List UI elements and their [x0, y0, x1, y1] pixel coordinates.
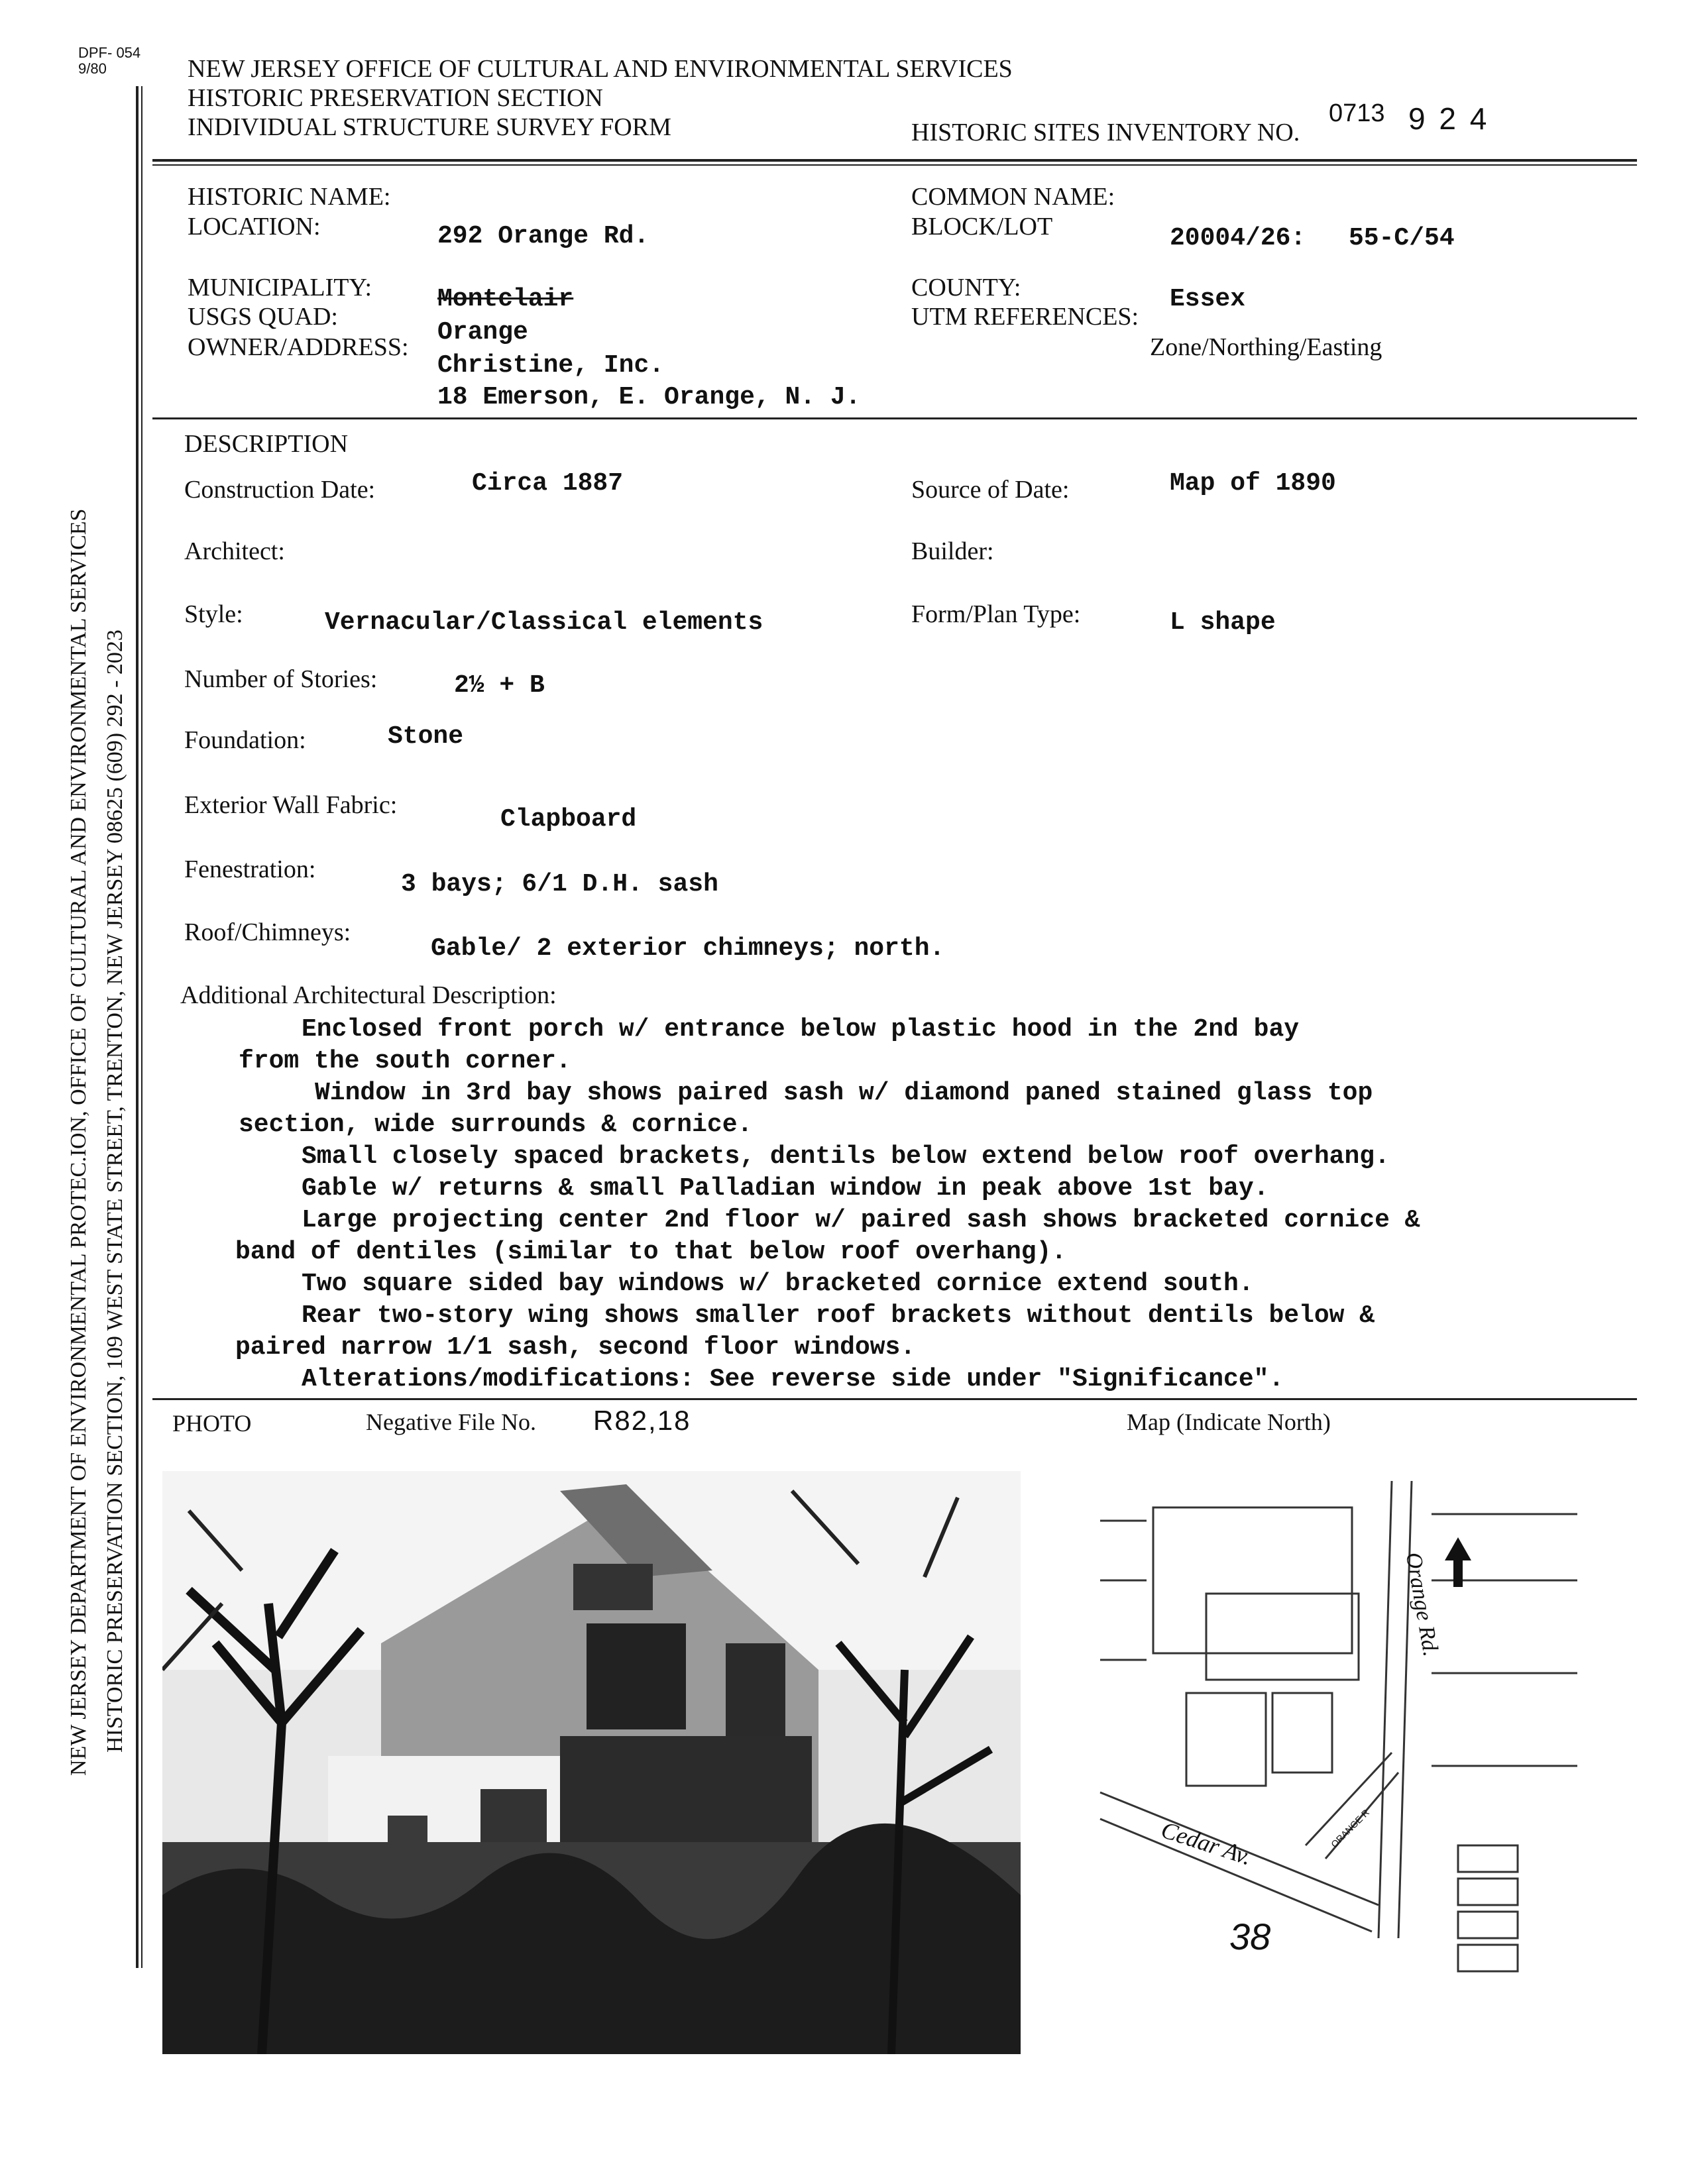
- block-lot-label: BLOCK/LOT: [911, 213, 1053, 241]
- agency-title: NEW JERSEY OFFICE OF CULTURAL AND ENVIRONMENTAL SERVICES: [188, 55, 1013, 83]
- construction-value: Circa 1887: [472, 469, 624, 498]
- inventory-prefix: 0713: [1329, 99, 1385, 127]
- left-rule-inner: [141, 86, 142, 1968]
- desc-line-6: Gable w/ returns & small Palladian window in peak above 1st bay.: [302, 1174, 1269, 1203]
- map-street-orange-r: ORANGE R: [1329, 1807, 1372, 1850]
- form-code-date: 9/80: [78, 60, 107, 77]
- roof-value: Gable/ 2 exterior chimneys; north.: [431, 934, 945, 963]
- desc-line-11: paired narrow 1/1 sash, second floor windows.: [235, 1333, 916, 1362]
- location-map: [1087, 1474, 1591, 2018]
- photo-label: PHOTO: [172, 1410, 252, 1437]
- block-lot-2: 55-C/54: [1349, 224, 1455, 252]
- map-label: Map (Indicate North): [1127, 1409, 1331, 1435]
- desc-line-3: Window in 3rd bay shows paired sash w/ diamond paned stained glass top: [315, 1079, 1373, 1107]
- form-title: INDIVIDUAL STRUCTURE SURVEY FORM: [188, 113, 671, 141]
- desc-line-12: Alterations/modifications: See reverse side under "Significance".: [302, 1365, 1284, 1393]
- desc-line-2: from the south corner.: [239, 1047, 571, 1075]
- foundation-label: Foundation:: [184, 726, 306, 754]
- desc-line-7: Large projecting center 2nd floor w/ paired sash shows bracketed cornice &: [302, 1206, 1420, 1234]
- utm-label: UTM REFERENCES:: [911, 303, 1139, 331]
- rule-header-2: [152, 164, 1637, 166]
- form-type-value: L shape: [1170, 608, 1276, 637]
- source-label: Source of Date:: [911, 476, 1070, 504]
- historic-name-label: HISTORIC NAME:: [188, 183, 391, 211]
- style-label: Style:: [184, 600, 243, 628]
- usgs-label: USGS QUAD:: [188, 303, 338, 331]
- stories-value: 2½ + B: [454, 671, 545, 700]
- usgs-value: Orange: [437, 318, 528, 347]
- rule-description: [152, 1398, 1637, 1400]
- common-name-label: COMMON NAME:: [911, 183, 1115, 211]
- form-code-number: DPF- 054: [78, 44, 141, 61]
- map-street-orange: Orange Rd.: [1400, 1551, 1443, 1659]
- form-code: [78, 45, 141, 77]
- owner-address: 18 Emerson, E. Orange, N. J.: [437, 383, 861, 411]
- section-title: HISTORIC PRESERVATION SECTION: [188, 84, 603, 112]
- fenestration-value: 3 bays; 6/1 D.H. sash: [401, 870, 718, 899]
- desc-line-8: band of dentiles (similar to that below roof overhang).: [235, 1238, 1067, 1266]
- rule-identity: [152, 417, 1637, 419]
- desc-line-9: Two square sided bay windows w/ bracketed cornice extend south.: [302, 1270, 1254, 1298]
- roof-label: Roof/Chimneys:: [184, 918, 351, 946]
- owner-label: OWNER/ADDRESS:: [188, 333, 409, 361]
- description-heading: DESCRIPTION: [184, 430, 349, 458]
- utm-value: Zone/Northing/Easting: [1150, 333, 1382, 361]
- location-map-graphic: [1087, 1474, 1591, 2018]
- additional-label: Additional Architectural Description:: [180, 981, 557, 1009]
- location-value: 292 Orange Rd.: [437, 222, 649, 250]
- stories-label: Number of Stories:: [184, 665, 378, 693]
- county-value: Essex: [1170, 285, 1246, 313]
- left-rule: [136, 86, 139, 1968]
- block-lot-1: 20004/26:: [1170, 224, 1306, 252]
- municipality-value: Montclair: [437, 285, 574, 313]
- architect-label: Architect:: [184, 537, 285, 565]
- rule-header: [152, 159, 1637, 162]
- building-photo-graphic: [162, 1471, 1021, 2054]
- foundation-value: Stone: [388, 722, 464, 751]
- desc-line-4: section, wide surrounds & cornice.: [239, 1111, 753, 1139]
- wall-value: Clapboard: [500, 805, 637, 834]
- fenestration-label: Fenestration:: [184, 855, 316, 883]
- desc-line-10: Rear two-story wing shows smaller roof brackets without dentils below &: [302, 1301, 1375, 1330]
- desc-line-5: Small closely spaced brackets, dentils below extend below roof overhang.: [302, 1142, 1390, 1171]
- sidebar-address: HISTORIC PRESERVATION SECTION, 109 WEST STATE STREET, TRENTON, NEW JERSEY 08625 (609) 292 - 2023: [103, 629, 127, 1753]
- builder-label: Builder:: [911, 537, 994, 565]
- building-photo: [162, 1471, 1021, 2054]
- municipality-label: MUNICIPALITY:: [188, 274, 372, 301]
- sidebar-department: NEW JERSEY DEPARTMENT OF ENVIRONMENTAL PROTEC.ION, OFFICE OF CULTURAL AND ENVIRONMENTAL SERVICES: [66, 508, 91, 1776]
- desc-line-1: Enclosed front porch w/ entrance below plastic hood in the 2nd bay: [302, 1015, 1300, 1044]
- owner-value: Christine, Inc.: [437, 351, 665, 380]
- form-type-label: Form/Plan Type:: [911, 600, 1081, 628]
- wall-label: Exterior Wall Fabric:: [184, 791, 398, 819]
- negative-label: Negative File No.: [366, 1409, 536, 1435]
- map-street-cedar: Cedar Av.: [1158, 1816, 1255, 1871]
- county-label: COUNTY:: [911, 274, 1021, 301]
- location-label: LOCATION:: [188, 213, 321, 241]
- style-value: Vernacular/Classical elements: [325, 608, 763, 637]
- map-sheet-number: 38: [1229, 1916, 1271, 1957]
- inventory-label: HISTORIC SITES INVENTORY NO.: [911, 119, 1300, 146]
- construction-label: Construction Date:: [184, 476, 376, 504]
- source-value: Map of 1890: [1170, 469, 1336, 498]
- negative-number: R82,18: [593, 1405, 691, 1436]
- inventory-number: 9 2 4: [1408, 101, 1490, 136]
